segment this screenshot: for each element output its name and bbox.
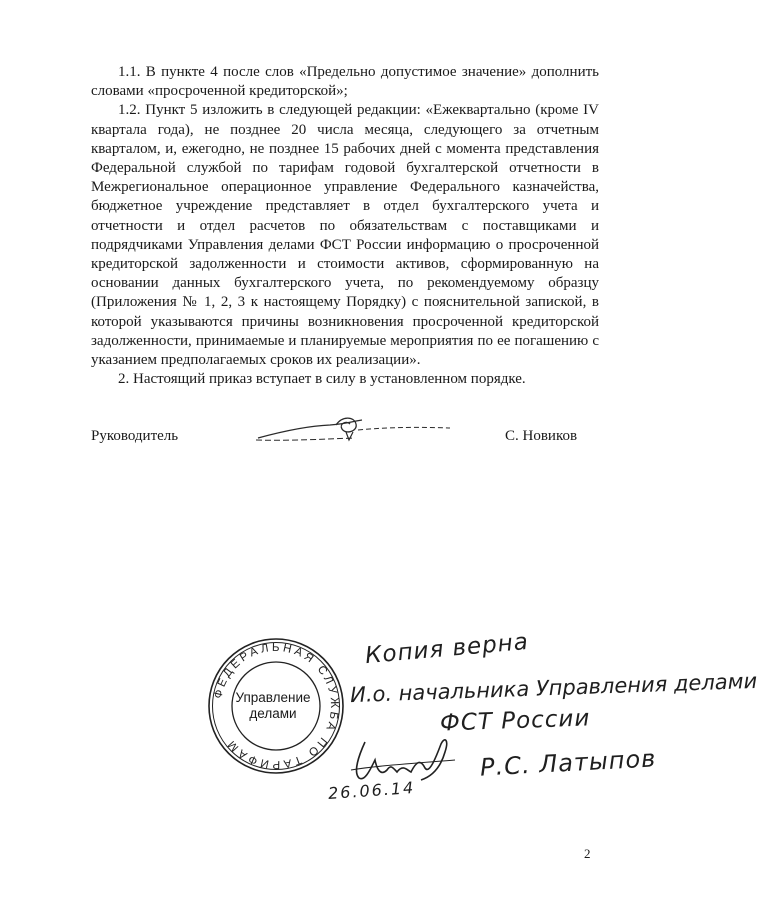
certifier-name: Р.С. Латыпов (479, 744, 657, 782)
certification-date: 26.06.14 (327, 777, 416, 804)
seal-center-line-1: Управление (235, 690, 311, 705)
paragraph-2: 2. Настоящий приказ вступает в силу в установленном порядке. (118, 371, 526, 388)
paragraph-1-1: 1.1. В пункте 4 после слов «Предельно допустимое значение» дополнить словами «просроченной кредиторской»; (91, 64, 599, 100)
document-body (91, 63, 599, 389)
paragraph-1-2: 1.2. Пункт 5 изложить в следующей редакции: «Ежеквартально (кроме IV квартала года), не позднее 20 числа месяца, следующего за отчетным кварталом, и, ежегодно, не позднее 15 рабочих дней с момента представления Федеральной службой по тарифам годовой бухгалтерской отчетности в Межрегиональное операционное управление Федерального казначейства, бюджетное учреждение представляет в отдел бухгалтерского учета и отчетности и отдел расчетов по обязательствам с поставщиками и подрядчиками Управления делами ФСТ России информацию о просроченной кредиторской задолженности и стоимости активов, сформированную на основании данных бухгалтерского учета, по рекомендуемому образцу (Приложения № 1, 2, 3 к настоящему Порядку) с пояснительной запиской, в которой указываются причины возникновения просроченной кредиторской задолженности, принимаемые и планируемые мероприятия по ее погашению с указанием предполагаемых сроков их реализации». (91, 102, 599, 369)
signatory-role: Руководитель (91, 428, 179, 444)
page-number: 2 (584, 846, 591, 861)
director-signature (250, 408, 480, 458)
signatory-name: С. Новиков (505, 428, 578, 444)
certification-line-1: Копия верна (364, 628, 530, 670)
seal-center-line-2: делами (249, 706, 297, 721)
certification-line-2: И.о. начальника Управления делами (349, 668, 758, 708)
seal-center-text (224, 690, 322, 722)
seal-ring-text: ФЕДЕРАЛЬНАЯ СЛУЖБА ПО ТАРИФАМ (212, 641, 341, 771)
certification-line-3: ФСТ России (439, 705, 591, 737)
